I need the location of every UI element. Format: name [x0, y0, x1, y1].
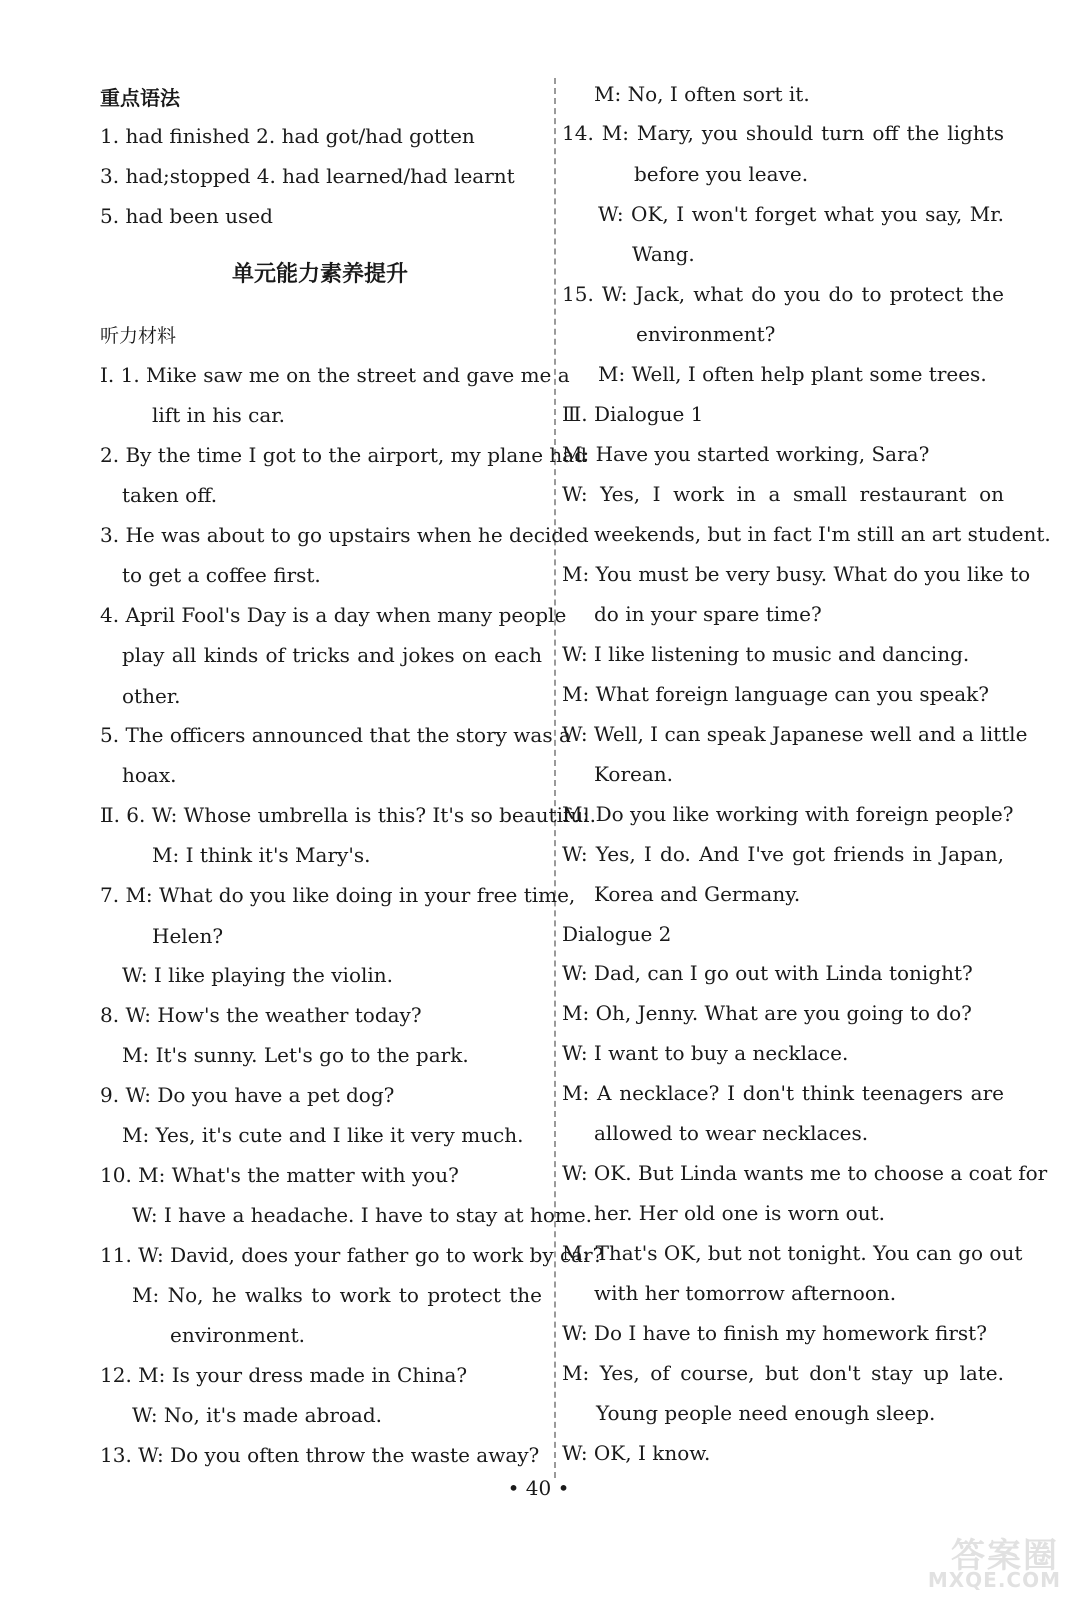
listening-line: Ⅱ. 6. W: Whose umbrella is this? It's so beautiful. [100, 803, 597, 827]
listening-line: with her tomorrow afternoon. [594, 1281, 897, 1305]
listening-line: 11. W: David, does your father go to work by car? [100, 1243, 604, 1267]
listening-line: 14. M: Mary, you should turn off the lights [562, 121, 1004, 145]
grammar-answer-line: 1. had finished 2. had got/had gotten [100, 124, 475, 148]
grammar-heading: 重点语法 [100, 86, 180, 110]
listening-line: W: Yes, I work in a small restaurant on [562, 482, 1004, 506]
section-title: 单元能力素养提升 [231, 262, 408, 287]
listening-line: Ⅰ. 1. Mike saw me on the street and gave me a [100, 363, 570, 387]
listening-line: do in your spare time? [594, 602, 822, 626]
watermark-logo [915, 1528, 1065, 1592]
listening-line: W: Do I have to finish my homework first? [562, 1321, 987, 1345]
listening-line: 13. W: Do you often throw the waste away? [100, 1443, 540, 1467]
listening-line: to get a coffee first. [122, 563, 321, 587]
listening-line: W: OK. But Linda wants me to choose a coat for [562, 1161, 1048, 1185]
listening-line: 15. W: Jack, what do you do to protect the [562, 282, 1004, 306]
listening-line: W: OK, I know. [562, 1441, 711, 1465]
listening-line: allowed to wear necklaces. [594, 1121, 869, 1145]
listening-line: M: Do you like working with foreign people? [562, 802, 1014, 826]
page-number: • 40 • [507, 1476, 570, 1500]
listening-line: W: I want to buy a necklace. [562, 1041, 849, 1065]
listening-line: M: That's OK, but not tonight. You can go out [562, 1241, 1023, 1265]
listening-line: taken off. [122, 483, 218, 507]
watermark-top-text: 答案圈 [951, 1536, 1059, 1576]
listening-line: W: I have a headache. I have to stay at home. [132, 1203, 593, 1227]
listening-line: before you leave. [634, 162, 809, 186]
listening-line: M: I think it's Mary's. [152, 843, 371, 867]
listening-line: Helen? [152, 924, 224, 948]
listening-line: 3. He was about to go upstairs when he decided [100, 523, 589, 547]
listening-line: other. [122, 684, 181, 708]
listening-line: W: No, it's made abroad. [132, 1403, 383, 1427]
listening-line: W: I like playing the violin. [122, 963, 394, 987]
listening-line: Ⅲ. Dialogue 1 [562, 402, 704, 426]
listening-line: W: I like listening to music and dancing. [562, 642, 970, 666]
listening-line: her. Her old one is worn out. [594, 1201, 885, 1225]
listening-line: 12. M: Is your dress made in China? [100, 1363, 468, 1387]
listening-line: M: What foreign language can you speak? [562, 682, 990, 706]
listening-label: 听力材料 [100, 325, 177, 347]
listening-line: W: Dad, can I go out with Linda tonight? [562, 961, 973, 985]
listening-line: 2. By the time I got to the airport, my plane had [100, 443, 588, 467]
listening-line: 7. M: What do you like doing in your free time, [100, 883, 576, 907]
listening-line: Young people need enough sleep. [596, 1401, 936, 1425]
listening-line: M: A necklace? I don't think teenagers are [562, 1081, 1004, 1105]
listening-line: lift in his car. [152, 403, 285, 427]
listening-line: environment. [170, 1323, 305, 1347]
listening-line: W: Yes, I do. And I've got friends in Japan, [562, 842, 1004, 866]
listening-line: 5. The officers announced that the story was a [100, 723, 571, 747]
listening-line: play all kinds of tricks and jokes on each [122, 643, 542, 667]
listening-line: 4. April Fool's Day is a day when many people [100, 603, 567, 627]
listening-line: 8. W: How's the weather today? [100, 1003, 422, 1027]
listening-line: Korean. [594, 762, 674, 786]
listening-line: M: Yes, it's cute and I like it very much. [122, 1123, 524, 1147]
grammar-answer-line: 5. had been used [100, 204, 273, 228]
listening-line: Dialogue 2 [562, 922, 672, 946]
listening-line: M: Have you started working, Sara? [562, 442, 930, 466]
listening-line: environment? [636, 322, 776, 346]
listening-line: 10. M: What's the matter with you? [100, 1163, 459, 1187]
listening-line: 9. W: Do you have a pet dog? [100, 1083, 395, 1107]
listening-line: M: No, he walks to work to protect the [132, 1283, 542, 1307]
listening-line: M: Well, I often help plant some trees. [598, 362, 987, 386]
listening-line: M: No, I often sort it. [594, 82, 810, 106]
listening-line: W: Well, I can speak Japanese well and a little [562, 722, 1028, 746]
listening-line: hoax. [122, 763, 177, 787]
listening-line: M: You must be very busy. What do you like to [562, 562, 1031, 586]
listening-line: M: Yes, of course, but don't stay up late. [562, 1361, 1004, 1385]
listening-line: weekends, but in fact I'm still an art student. [594, 522, 1051, 546]
listening-line: M: It's sunny. Let's go to the park. [122, 1043, 469, 1067]
grammar-answer-line: 3. had;stopped 4. had learned/had learnt [100, 164, 515, 188]
watermark-bottom-text: MXQE.COM [927, 1568, 1061, 1592]
listening-line: Wang. [632, 242, 695, 266]
listening-line: W: OK, I won't forget what you say, Mr. [598, 202, 1004, 226]
listening-line: Korea and Germany. [594, 882, 801, 906]
listening-line: M: Oh, Jenny. What are you going to do? [562, 1001, 972, 1025]
